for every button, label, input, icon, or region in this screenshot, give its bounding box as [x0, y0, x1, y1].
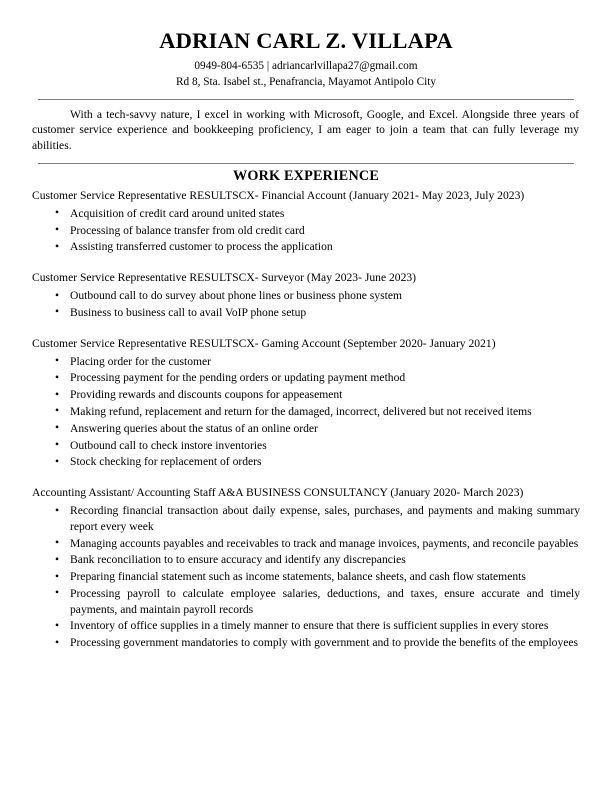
divider-section	[38, 163, 574, 164]
job-entry	[32, 485, 580, 651]
job-heading: Customer Service Representative RESULTSCX- Surveyor (May 2023- June 2023)	[32, 271, 417, 285]
job-bullets	[32, 288, 580, 321]
job-bullets	[32, 206, 580, 255]
bullet-item: • Bank reconciliation to to ensure accuracy and identify any discrepancies	[32, 552, 580, 568]
bullet-item: • Processing payroll to calculate employee salaries, deductions, and taxes, ensure accurate and timely payments, and maintain payroll records	[32, 586, 580, 618]
bullet-item: • Processing government mandatories to comply with government and to provide the benefits of the employees	[32, 635, 580, 651]
bullet-item: • Preparing financial statement such as income statements, balance sheets, and cash flow statements	[32, 569, 580, 585]
job-entry	[32, 188, 580, 255]
bullet-item: • Answering queries about the status of an online order	[32, 421, 580, 437]
bullet-item: • Processing payment for the pending orders or updating payment method	[32, 370, 580, 386]
bullet-item: • Making refund, replacement and return for the damaged, incorrect, delivered but not received items	[32, 404, 580, 420]
bullet-item: • Stock checking for replacement of orders	[32, 454, 580, 470]
job-bullets	[32, 354, 580, 470]
professional-summary: With a tech-savvy nature, I excel in working with Microsoft, Google, and Excel. Alongside three years of customer service experience and bookkeeping proficiency, I am eager to join a team that can fully leverage my abilities.	[32, 107, 579, 153]
candidate-name: ADRIAN CARL Z. VILLAPA	[159, 28, 453, 53]
bullet-item: • Providing rewards and discounts coupons for appeasement	[32, 387, 580, 403]
bullet-item: • Assisting transferred customer to process the application	[32, 239, 580, 255]
bullet-item: • Acquisition of credit card around united states	[32, 206, 580, 222]
job-bullets	[32, 503, 580, 651]
job-heading: Customer Service Representative RESULTSCX- Financial Account (January 2021- May 2023, July 2023)	[32, 188, 525, 202]
job-entry	[32, 270, 580, 321]
bullet-item: • Recording financial transaction about daily expense, sales, purchases, and payments and making summary report every week	[32, 503, 580, 535]
job-heading: Accounting Assistant/ Accounting Staff A&A BUSINESS CONSULTANCY (January 2020- March 2023)	[32, 486, 524, 500]
job-heading: Customer Service Representative RESULTSCX- Gaming Account (September 2020- January 2021)	[32, 336, 496, 350]
bullet-item: • Business to business call to avail VoIP phone setup	[32, 305, 580, 321]
bullet-item: • Outbound call to do survey about phone lines or business phone system	[32, 288, 580, 304]
work-experience-list	[32, 188, 580, 651]
bullet-item: • Managing accounts payables and receivables to track and manage invoices, payments, and reconcile payables	[32, 536, 580, 552]
bullet-item: • Outbound call to check instore inventories	[32, 438, 580, 454]
section-title-work-experience: WORK EXPERIENCE	[232, 167, 380, 184]
resume-header	[32, 0, 580, 90]
bullet-item: • Processing of balance transfer from old credit card	[32, 223, 580, 239]
contact-phone-email: 0949-804-6535 | adriancarlvillapa27@gmail.com	[194, 59, 418, 72]
bullet-item: • Inventory of office supplies in a timely manner to ensure that there is sufficient supplies in every stores	[32, 618, 580, 634]
bullet-item: • Placing order for the customer	[32, 354, 580, 370]
divider-header	[38, 99, 574, 100]
contact-address: Rd 8, Sta. Isabel st., Penafrancia, Mayamot Antipolo City	[175, 75, 437, 88]
job-entry	[32, 336, 580, 470]
